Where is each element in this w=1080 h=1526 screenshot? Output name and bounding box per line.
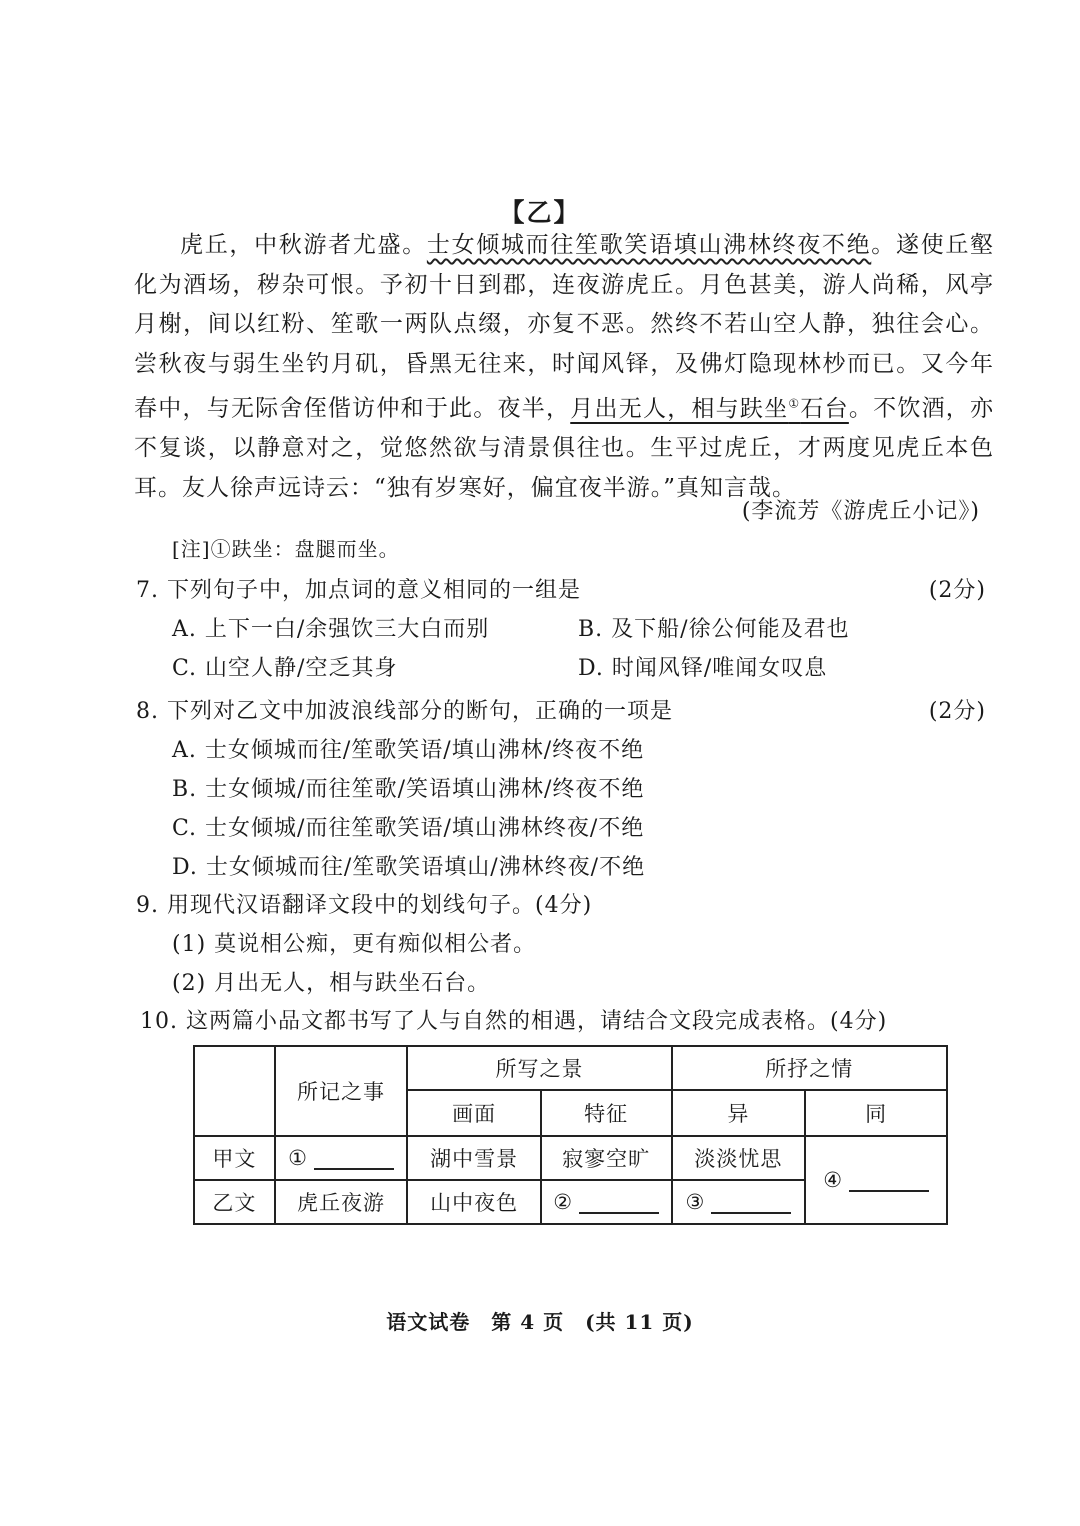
blank-3-number: ③	[685, 1190, 706, 1214]
header-scene: 所写之景	[407, 1046, 671, 1090]
question-7-option-c: C. 山空人静/空乏其身	[172, 656, 398, 681]
row-jia-feature: 寂寥空旷	[541, 1136, 672, 1180]
question-7	[136, 573, 986, 604]
row-yi-label: 乙文	[194, 1180, 275, 1224]
question-8	[136, 694, 986, 725]
question-8-option-d: D. 士女倾城而往/笙歌笑语填山/沸林终夜/不绝	[172, 855, 646, 880]
question-9-stem: 9. 用现代汉语翻译文段中的划线句子。(4分)	[136, 893, 593, 918]
underlined-sentence-b: 石台	[800, 395, 849, 422]
passage-part-1: 虎丘，中秋游者尤盛。	[180, 232, 427, 258]
question-7-option-d: D. 时闻风铎/唯闻女叹息	[578, 656, 828, 681]
blank-4-line[interactable]	[849, 1172, 929, 1192]
question-8-option-b: B. 士女倾城/而往笙歌/笑语填山沸林/终夜不绝	[172, 777, 645, 802]
section-title: 【乙】	[499, 198, 581, 227]
table-corner-cell	[194, 1046, 275, 1136]
question-10	[140, 1004, 990, 1035]
header-feature: 特征	[541, 1090, 672, 1136]
question-8-option-c: C. 士女倾城/而往笙歌笑语/填山沸林终夜/不绝	[172, 816, 645, 841]
question-7-stem: 7. 下列句子中，加点词的意义相同的一组是	[136, 578, 581, 603]
row-yi-event: 虎丘夜游	[275, 1180, 408, 1224]
question-8-stem: 8. 下列对乙文中加波浪线部分的断句，正确的一项是	[136, 699, 673, 724]
question-7-option-b: B. 及下船/徐公何能及君也	[578, 617, 850, 642]
underlined-sentence	[570, 396, 849, 422]
note-mark: ①	[788, 396, 801, 410]
wavy-underlined-sentence: 士女倾城而往笙歌笑语填山沸林终夜不绝	[426, 232, 872, 258]
question-8-points: (2分)	[928, 699, 986, 724]
blank-2-number: ②	[553, 1190, 574, 1214]
row-yi-picture: 山中夜色	[407, 1180, 540, 1224]
passage-part-3: 。不饮酒，亦不复谈，以静意对之，觉悠然欲与清景俱往也。生平过虎丘，才两度见虎丘本色耳。友人徐声远诗云：“独有岁寒好，偏宜夜半游。”真知言哉。	[134, 395, 995, 501]
blank-2-line[interactable]	[579, 1194, 659, 1214]
question-9-sentence-1: (1) 莫说相公痴，更有痴似相公者。	[172, 932, 537, 957]
blank-1-line[interactable]	[314, 1150, 394, 1170]
page-footer: 语文试卷 第 4 页 (共 11 页)	[386, 1310, 694, 1334]
question-10-stem: 10. 这两篇小品文都书写了人与自然的相遇，请结合文段完成表格。(4分)	[140, 1009, 888, 1034]
blank-4-number: ④	[823, 1168, 844, 1192]
row-jia-difference: 淡淡忧思	[672, 1136, 806, 1180]
question-9-sentence-2: (2) 月出无人，相与趺坐石台。	[172, 971, 491, 996]
blank-1-number: ①	[288, 1146, 308, 1170]
row-yi-difference[interactable]	[672, 1180, 806, 1224]
question-8-option-a: A. 士女倾城而往/笙歌笑语/填山沸林/终夜不绝	[172, 738, 645, 763]
header-same: 同	[805, 1090, 947, 1136]
passage-source: (李流芳《游虎丘小记》)	[741, 499, 980, 524]
passage-note: [注]①趺坐：盘腿而坐。	[172, 537, 400, 561]
underlined-sentence-a: 月出无人，相与趺坐	[570, 395, 789, 422]
passage-text	[134, 226, 994, 508]
header-event: 所记之事	[275, 1046, 408, 1136]
header-picture: 画面	[407, 1090, 540, 1136]
question-7-points: (2分)	[928, 578, 986, 603]
answer-table	[193, 1045, 948, 1225]
row-jia-label: 甲文	[194, 1136, 275, 1180]
blank-3-line[interactable]	[711, 1194, 791, 1214]
row-jia-event[interactable]	[275, 1136, 408, 1180]
question-7-option-a: A. 上下一白/余强饮三大白而别	[172, 617, 490, 642]
row-jia-picture: 湖中雪景	[407, 1136, 540, 1180]
header-difference: 异	[672, 1090, 806, 1136]
row-yi-feature[interactable]	[541, 1180, 672, 1224]
header-emotion: 所抒之情	[672, 1046, 947, 1090]
same-cell[interactable]	[805, 1136, 947, 1224]
question-9	[136, 888, 986, 919]
passage-part-2: 。遂使丘壑化为酒场，秽杂可恨。予初十日到郡，连夜游虎丘。月色甚美，游人尚稀，风亭月榭，间以红粉、笙歌一两队点缀，亦复不恶。然终不若山空人静，独往会心。尝秋夜与弱生坐钓月矶，昏黑无往来，时闻风铎，及佛灯隐现林杪而已。又今年春中，与无际舍侄偕访仲和于此。夜半，	[134, 232, 994, 422]
